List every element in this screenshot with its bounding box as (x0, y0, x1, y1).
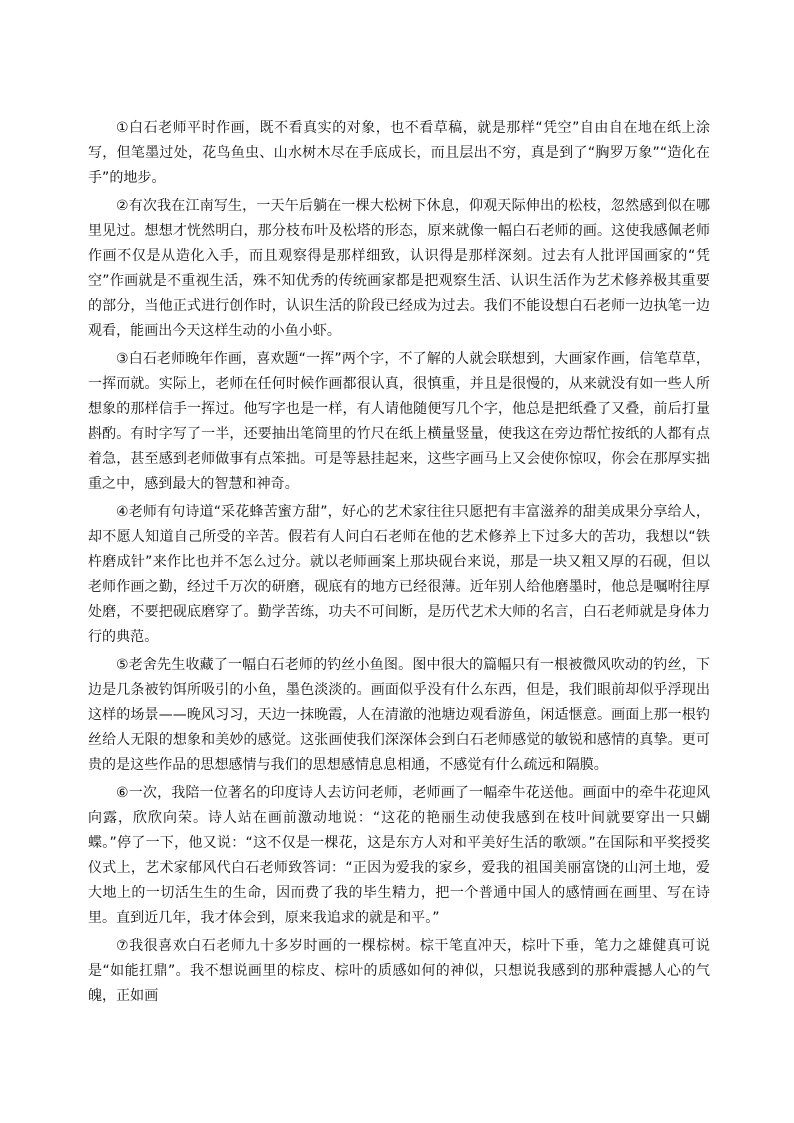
paragraph-4: ④老师有句诗道“采花蜂苦蜜方甜”，好心的艺术家往往只愿把有丰富滋养的甜美成果分享给人，却不愿人知道自己所受的辛苦。假若有人问白石老师在他的艺术修养上下过多大的苦功，我想以“铁杵磨成针”来作比也并不怎么过分。就以老师画案上那块砚台来说，那是一块又粗又厚的石砚，但以老师作画之勤，经过千万次的研磨，砚底有的地方已经很薄。近年别人给他磨墨时，他总是嘱咐往厚处磨，不要把砚底磨穿了。勤学苦练，功夫不可间断，是历代艺术大师的名言，白石老师就是身体力行的典范。 (88, 504, 710, 645)
paragraph-1: ①白石老师平时作画，既不看真实的对象，也不看草稿，就是那样“凭空”自由自在地在纸上涂写，但笔墨过处，花鸟鱼虫、山水树木尽在手底成长，而且层出不穷，真是到了“胸罗万象”“造化在手”的地步。 (88, 120, 710, 186)
paragraph-2: ②有次我在江南写生，一天午后躺在一棵大松树下休息，仰观天际伸出的松枝，忽然感到似在哪里见过。想想才恍然明白，那分枝布叶及松塔的形态，原来就像一幅白石老师的画。这使我感佩老师作画不仅是从造化入手，而且观察得是那样细致，认识得是那样深刻。过去有人批评国画家的“凭空”作画就是不重视生活，殊不知优秀的传统画家都是把观察生活、认识生活作为艺术修养极其重要的部分，当他正式进行创作时，认识生活的阶段已经成为过去。我们不能设想白石老师一边执笔一边观看，能画出今天这样生动的小鱼小虾。 (88, 198, 710, 339)
paragraph-6: ⑥一次，我陪一位著名的印度诗人去访问老师，老师画了一幅牵牛花送他。画面中的牵牛花迎风向露，欣欣向荣。诗人站在画前激动地说：“这花的艳丽生动使我感到在枝叶间就要穿出一只蝴蝶。”停了一下，他又说：“这不仅是一棵花，这是东方人对和平美好生活的歌颂。”在国际和平奖授奖仪式上，艺术家郁风代白石老师致答词：“正因为爱我的家乡，爱我的祖国美丽富饶的山河土地，爱大地上的一切活生生的生命，因而费了我的毕生精力，把一个普通中国人的感情画在画里、写在诗里。直到近几年，我才体会到，原来我追求的就是和平。” (88, 785, 710, 926)
paragraph-7: ⑦我很喜欢白石老师九十多岁时画的一棵棕树。棕干笔直冲天，棕叶下垂，笔力之雄健真可说是“如能扛鼎”。我不想说画里的棕皮、棕叶的质感如何的神似，只想说我感到的那种震撼人心的气魄，正如画 (88, 938, 710, 1004)
article-body (88, 116, 710, 1012)
paragraph-3: ③白石老师晚年作画，喜欢题“一挥”两个字，不了解的人就会联想到，大画家作画，信笔草草，一挥而就。实际上，老师在任何时候作画都很认真，很慎重，并且是很慢的，从来就没有如一些人所想象的那样信手一挥过。他写字也是一样，有人请他随便写几个字，他总是把纸叠了又叠，前后打量斟酌。有时字写了一半，还要抽出笔筒里的竹尺在纸上横量竖量，使我这在旁边帮忙按纸的人都有点着急，甚至感到老师做事有点笨拙。可是等悬挂起来，这些字画马上又会使你惊叹，你会在那厚实拙重之中，感到最大的智慧和神奇。 (88, 351, 710, 492)
paragraph-5: ⑤老舍先生收藏了一幅白石老师的钓丝小鱼图。图中很大的篇幅只有一根被微风吹动的钓丝，下边是几条被钓饵所吸引的小鱼，墨色淡淡的。画面似乎没有什么东西，但是，我们眼前却似乎浮现出这样的场景——晚风习习，天边一抹晚霞，人在清澈的池塘边观看游鱼，闲适惬意。画面上那一根钓丝给人无限的想象和美妙的感觉。这张画使我们深深体会到白石老师感觉的敏锐和感情的真挚。更可贵的是这些作品的思想感情与我们的思想感情息息相通，不感觉有什么疏远和隔膜。 (88, 657, 710, 773)
